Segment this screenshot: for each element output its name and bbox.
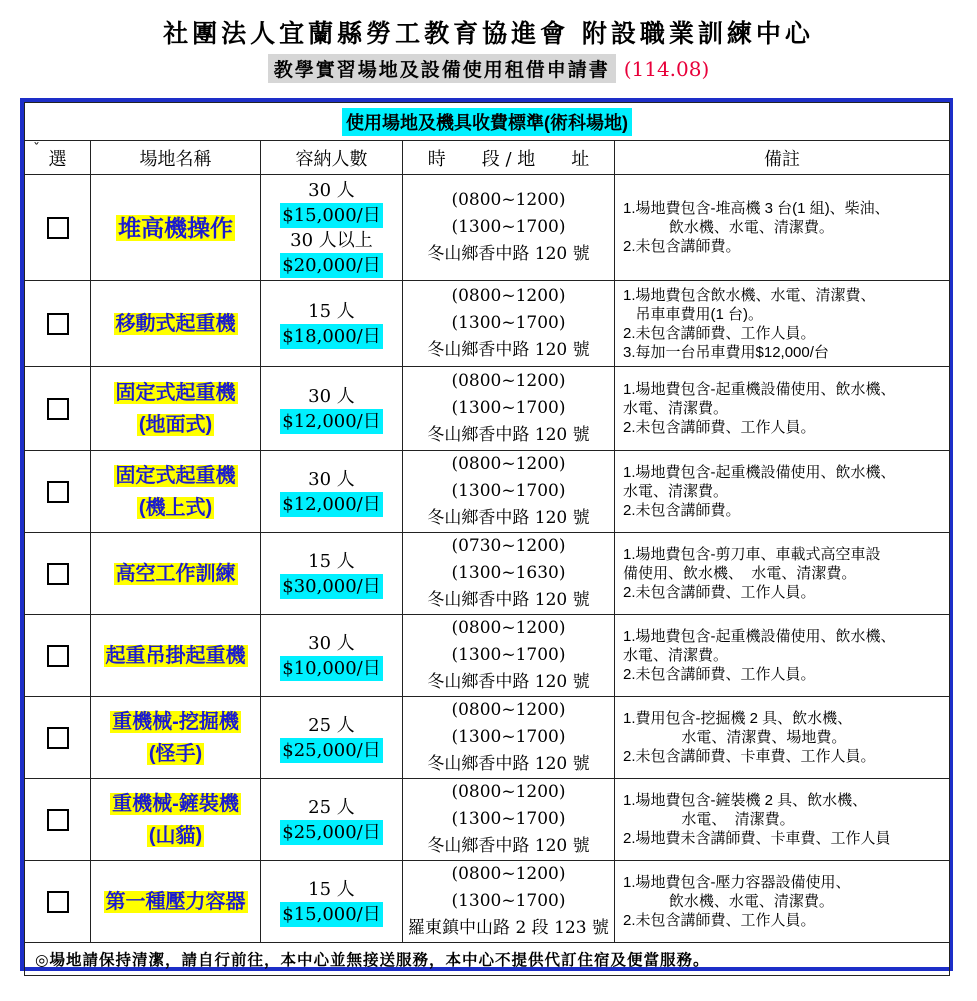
remark-line: 1.場地費包含-壓力容器設備使用、 <box>623 874 851 891</box>
time-slot: (1300~1700) <box>451 727 566 747</box>
remark-line: 2.未包含講師費、工作人員。 <box>623 419 816 436</box>
remark-line: 2.未包含講師費、工作人員。 <box>623 666 816 683</box>
table-row <box>25 175 950 281</box>
remarks-cell <box>615 697 950 779</box>
footer-note: ◎場地請保持清潔，請自行前往，本中心並無接送服務，本中心不提供代訂住宿及便當服務。 <box>25 943 950 976</box>
capacity-people: 30 人 <box>308 468 355 490</box>
remarks-cell <box>615 533 950 615</box>
venue-name-line: 移動式起重機 <box>115 312 236 335</box>
capacity-cell <box>261 281 403 367</box>
capacity-cell <box>261 615 403 697</box>
remark-line: 1.場地費包含-堆高機 3 台(1 組)、柴油、 <box>623 200 890 217</box>
remarks-cell <box>615 451 950 533</box>
remarks-cell <box>615 281 950 367</box>
remark-line: 2.未包含講師費。 <box>623 238 741 255</box>
capacity-people: 30 人 <box>308 385 355 407</box>
time-slot: (1300~1700) <box>451 398 566 418</box>
address: 冬山鄉香中路 120 號 <box>427 244 590 264</box>
fee-amount: $10,000/日 <box>282 657 381 679</box>
address: 冬山鄉香中路 120 號 <box>427 425 590 445</box>
select-checkbox[interactable] <box>47 313 69 335</box>
remark-line: 2.場地費未含講師費、卡車費、工作人員 <box>623 830 891 847</box>
venue-name <box>91 533 261 615</box>
time-slot: (1300~1700) <box>451 481 566 501</box>
venue-name <box>91 451 261 533</box>
venue-name-line: 高空工作訓練 <box>115 562 236 585</box>
remarks-cell <box>615 779 950 861</box>
venue-name <box>91 697 261 779</box>
remark-line: 3.每加一台吊車費用$12,000/台 <box>623 343 829 361</box>
remark-line: 飲水機、水電、清潔費。 <box>623 219 834 236</box>
table-row <box>25 697 950 779</box>
select-checkbox[interactable] <box>47 481 69 503</box>
table-row <box>25 615 950 697</box>
address: 冬山鄉香中路 120 號 <box>427 836 590 856</box>
address: 羅東鎮中山路 2 段 123 號 <box>408 918 609 938</box>
time-place-cell <box>403 175 615 281</box>
remark-line: 1.場地費包含飲水機、水電、清潔費、 <box>623 286 876 304</box>
select-checkbox[interactable] <box>47 217 69 239</box>
remark-line: 水電、清潔費。 <box>623 483 729 500</box>
time-place-cell <box>403 697 615 779</box>
time-slot: (0800~1200) <box>451 618 566 638</box>
fee-amount: $30,000/日 <box>282 575 381 597</box>
venue-name <box>91 615 261 697</box>
time-slot: (0800~1200) <box>451 864 566 884</box>
fee-amount: $15,000/日 <box>282 903 381 925</box>
time-slot: (0800~1200) <box>451 190 566 210</box>
address: 冬山鄉香中路 120 號 <box>427 508 590 528</box>
time-slot: (0800~1200) <box>451 371 566 391</box>
venue-name-line: (機上式) <box>138 496 213 519</box>
venue-name-line: 第一種壓力容器 <box>105 890 246 913</box>
table-row <box>25 861 950 943</box>
time-slot: (1300~1630) <box>451 563 566 583</box>
remark-line: 水電、 清潔費。 <box>623 811 795 828</box>
venue-name-line: 重機械-鏟裝機 <box>112 792 239 815</box>
fee-amount: $15,000/日 <box>282 204 381 226</box>
venue-name-line: (山貓) <box>148 824 203 847</box>
select-mark: ˇ <box>33 141 40 157</box>
remark-line: 2.未包含講師費、工作人員。 <box>623 912 816 929</box>
time-slot: (0800~1200) <box>451 454 566 474</box>
time-slot: (1300~1700) <box>451 809 566 829</box>
address: 冬山鄉香中路 120 號 <box>427 340 590 360</box>
column-header-time-place: 時 段 / 地 址 <box>403 141 615 175</box>
address: 冬山鄉香中路 120 號 <box>427 672 590 692</box>
form-version: (114.08) <box>623 56 710 81</box>
venue-name-line: 固定式起重機 <box>115 381 236 404</box>
table-row <box>25 281 950 367</box>
fee-amount: $18,000/日 <box>282 325 381 347</box>
page-title: 社團法人宜蘭縣勞工教育協進會 附設職業訓練中心 <box>163 19 814 48</box>
capacity-cell <box>261 861 403 943</box>
remark-line: 吊車車費用(1 台)。 <box>623 305 764 323</box>
venue-name-line: 固定式起重機 <box>115 464 236 487</box>
remark-line: 飲水機、水電、清潔費。 <box>623 893 834 910</box>
capacity-cell <box>261 367 403 451</box>
capacity-people: 25 人 <box>308 714 355 736</box>
time-slot: (0800~1200) <box>451 700 566 720</box>
table-row <box>25 367 950 451</box>
time-place-cell <box>403 367 615 451</box>
capacity-cell <box>261 533 403 615</box>
remark-line: 1.場地費包含-起重機設備使用、飲水機、 <box>623 464 896 481</box>
time-slot: (1300~1700) <box>451 313 566 333</box>
venue-name-line: 堆高機操作 <box>118 214 233 241</box>
subtitle-row <box>0 54 977 83</box>
column-header-capacity: 容納人數 <box>261 141 403 175</box>
venue-name <box>91 175 261 281</box>
fee-amount: $25,000/日 <box>282 821 381 843</box>
time-slot: (1300~1700) <box>451 891 566 911</box>
table-caption: 使用場地及機具收費標準(術科場地) <box>342 108 632 136</box>
capacity-cell <box>261 175 403 281</box>
time-place-cell <box>403 533 615 615</box>
table-row <box>25 451 950 533</box>
table-row <box>25 533 950 615</box>
remark-line: 1.場地費包含-起重機設備使用、飲水機、 <box>623 628 896 645</box>
table-row <box>25 779 950 861</box>
venue-name <box>91 861 261 943</box>
fee-amount: $12,000/日 <box>282 410 381 432</box>
venue-name <box>91 281 261 367</box>
venue-name-line: (地面式) <box>138 413 213 436</box>
remark-line: 2.未包含講師費。 <box>623 502 741 519</box>
remark-line: 水電、清潔費。 <box>623 400 729 417</box>
form-subtitle: 教學實習場地及設備使用租借申請書 <box>268 54 616 83</box>
select-checkbox[interactable] <box>47 727 69 749</box>
remark-line: 2.未包含講師費、工作人員。 <box>623 584 816 601</box>
remark-line: 2.未包含講師費、工作人員。 <box>623 324 816 342</box>
time-slot: (1300~1700) <box>451 645 566 665</box>
address: 冬山鄉香中路 120 號 <box>427 590 590 610</box>
time-place-cell <box>403 615 615 697</box>
fee-amount: $12,000/日 <box>282 493 381 515</box>
venue-name <box>91 779 261 861</box>
remark-line: 1.場地費包含-鏟裝機 2 具、飲水機、 <box>623 792 868 809</box>
fee-table <box>24 102 950 976</box>
capacity-cell <box>261 451 403 533</box>
select-checkbox[interactable] <box>47 809 69 831</box>
time-slot: (1300~1700) <box>451 217 566 237</box>
venue-name-line: (怪手) <box>148 742 203 765</box>
capacity-cell <box>261 779 403 861</box>
capacity-people: 25 人 <box>308 796 355 818</box>
address: 冬山鄉香中路 120 號 <box>427 754 590 774</box>
capacity-people: 15 人 <box>308 550 355 572</box>
venue-name <box>91 367 261 451</box>
time-place-cell <box>403 281 615 367</box>
select-checkbox[interactable] <box>47 563 69 585</box>
capacity-people: 15 人 <box>308 300 355 322</box>
column-header-row <box>25 141 950 175</box>
venue-name-line: 起重吊掛起重機 <box>105 644 246 667</box>
capacity-people: 30 人 <box>308 179 355 201</box>
remark-line: 水電、清潔費、場地費。 <box>623 729 847 746</box>
select-checkbox[interactable] <box>47 891 69 913</box>
footer-row <box>25 943 950 976</box>
column-header-remarks: 備註 <box>615 141 950 175</box>
time-slot: (0800~1200) <box>451 782 566 802</box>
capacity-people: 30 人以上 <box>290 229 373 251</box>
remark-line: 1.費用包含-挖掘機 2 具、飲水機、 <box>623 710 853 727</box>
capacity-people: 15 人 <box>308 878 355 900</box>
remark-line: 1.場地費包含-剪刀車、車載式高空車設 <box>623 546 881 563</box>
table-caption-row <box>25 103 950 141</box>
remarks-cell <box>615 615 950 697</box>
fee-amount: $25,000/日 <box>282 739 381 761</box>
venue-name-line: 重機械-挖掘機 <box>112 710 239 733</box>
fee-amount: $20,000/日 <box>282 254 381 276</box>
remarks-cell <box>615 175 950 281</box>
remarks-cell <box>615 861 950 943</box>
time-place-cell <box>403 861 615 943</box>
remark-line: 水電、清潔費。 <box>623 647 729 664</box>
remark-line: 備使用、飲水機、 水電、清潔費。 <box>623 565 857 582</box>
remark-line: 2.未包含講師費、卡車費、工作人員。 <box>623 748 876 765</box>
time-place-cell <box>403 451 615 533</box>
remark-line: 1.場地費包含-起重機設備使用、飲水機、 <box>623 381 896 398</box>
capacity-people: 30 人 <box>308 632 355 654</box>
remarks-cell <box>615 367 950 451</box>
select-checkbox[interactable] <box>47 645 69 667</box>
time-place-cell <box>403 779 615 861</box>
capacity-cell <box>261 697 403 779</box>
column-header-select: ˇ 選 <box>25 141 91 175</box>
column-header-venue: 場地名稱 <box>91 141 261 175</box>
time-slot: (0730~1200) <box>451 536 566 556</box>
fee-table-frame <box>20 98 953 971</box>
time-slot: (0800~1200) <box>451 286 566 306</box>
select-checkbox[interactable] <box>47 398 69 420</box>
